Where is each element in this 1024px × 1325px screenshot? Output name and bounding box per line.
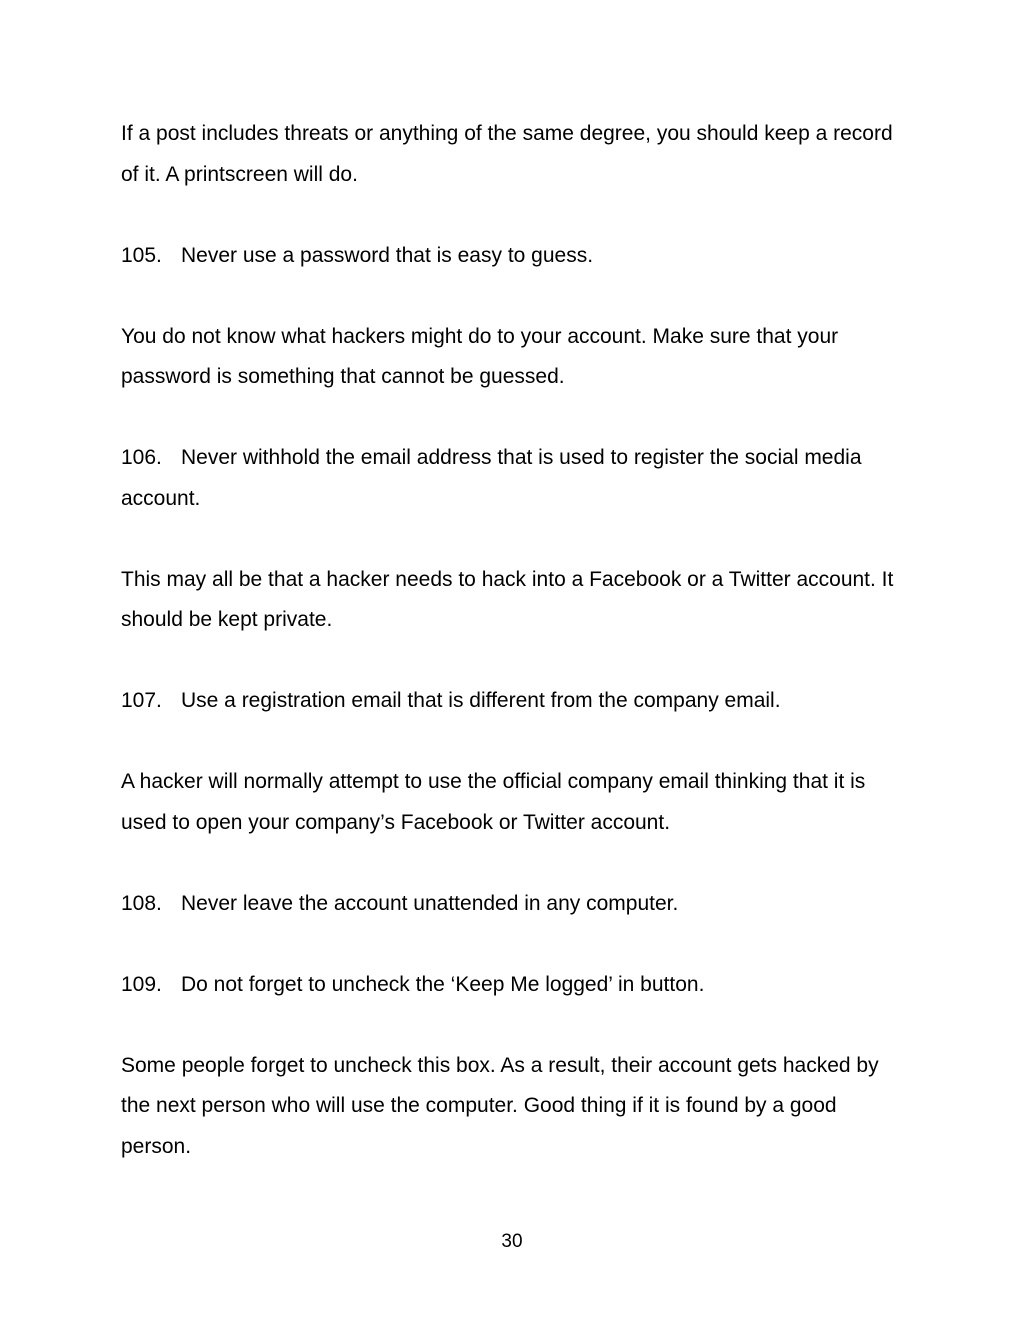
tip-heading: Never withhold the email address that is used to register the social media account.: [121, 446, 862, 510]
tip-number: 108.: [121, 891, 162, 915]
tip-number: 107.: [121, 689, 162, 712]
paragraph-keep-logged: Some people forget to uncheck this box. As a result, their account gets hacked by the next person who will use the computer. Good thing if it is found by a good person.: [121, 1053, 879, 1158]
tip-108: [121, 884, 901, 925]
paragraph-email-private: This may all be that a hacker needs to hack into a Facebook or a Twitter account. It should be kept private.: [121, 567, 894, 631]
tip-heading: Never use a password that is easy to guess.: [181, 243, 594, 267]
paragraph-password: You do not know what hackers might do to your account. Make sure that your password is something that cannot be guessed.: [121, 324, 839, 388]
tip-number: 106.: [121, 446, 162, 469]
tip-heading: Use a registration email that is different from the company email.: [181, 689, 781, 712]
tip-heading: Never leave the account unattended in any computer.: [181, 891, 679, 915]
page-number: 30: [501, 1231, 523, 1252]
tip-number: 109.: [121, 972, 162, 996]
tip-heading: Do not forget to uncheck the ‘Keep Me logged’ in button.: [181, 972, 705, 996]
tip-number: 105.: [121, 243, 162, 267]
paragraph-threats-record: If a post includes threats or anything of the same degree, you should keep a record of it. A printscreen will do.: [121, 122, 893, 186]
tip-106: [121, 438, 901, 519]
paragraph-company-email: A hacker will normally attempt to use the official company email thinking that it is used to open your company’s Facebook or Twitter account.: [121, 770, 866, 834]
tip-107: [121, 681, 901, 722]
tip-109: [121, 965, 901, 1006]
tip-105: [121, 236, 901, 277]
page-body: [121, 114, 901, 1208]
